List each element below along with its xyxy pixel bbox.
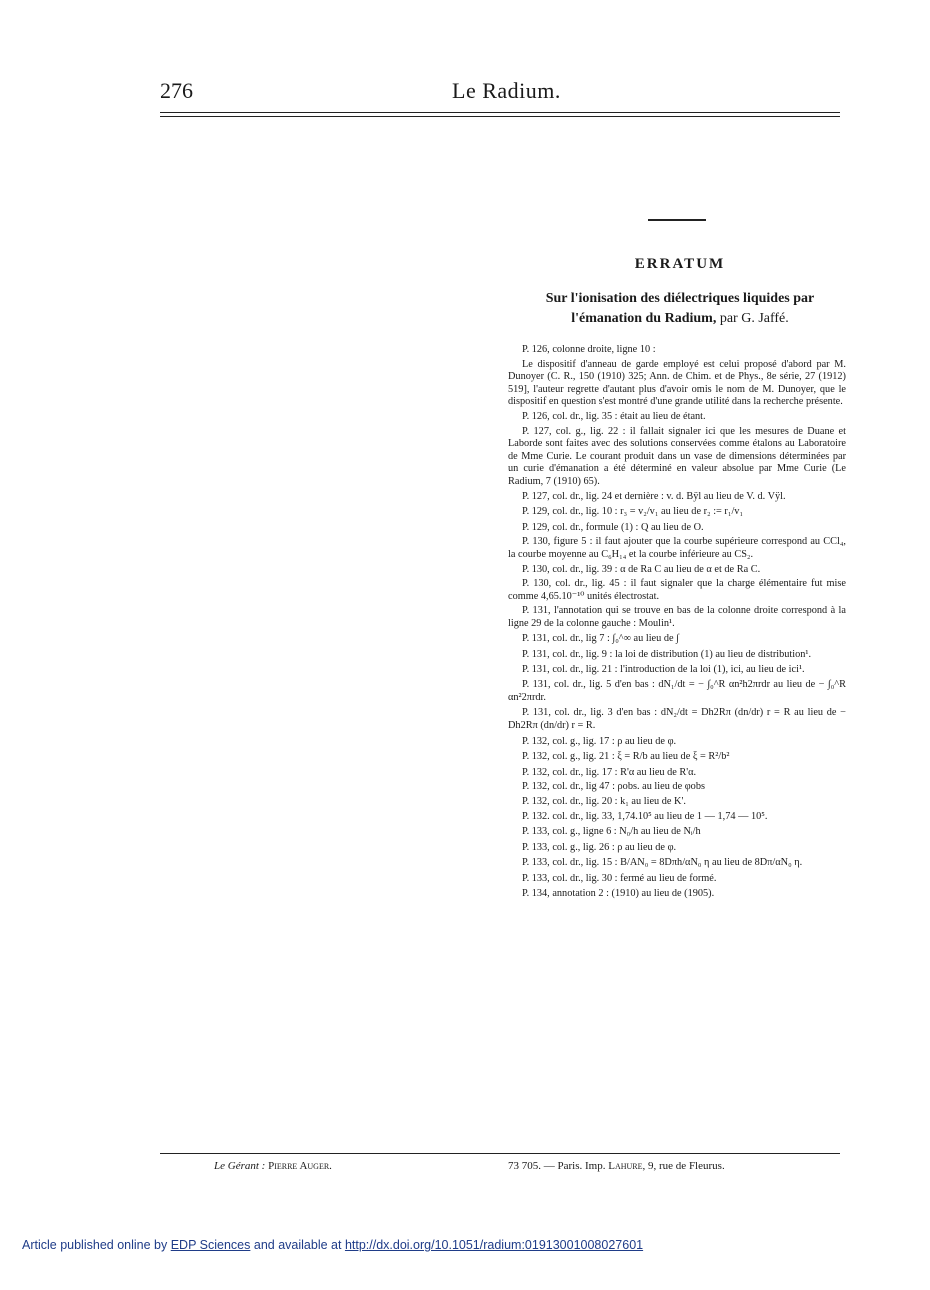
article-author: par G. Jaffé. bbox=[719, 311, 789, 326]
erratum-entry: P. 130, col. dr., lig. 45 : il faut signaler que la charge élémentaire fut mise comme 4,65.10⁻¹⁰ unités électrostat. bbox=[508, 578, 846, 602]
erratum-body bbox=[508, 344, 846, 902]
footer-gerant bbox=[214, 1160, 332, 1172]
footer-imprint-rest: , 9, rue de Fleurus. bbox=[642, 1160, 725, 1172]
page-number: 276 bbox=[160, 78, 193, 103]
erratum-entry: P. 126, col. dr., lig. 35 : était au lieu de étant. bbox=[522, 410, 706, 422]
erratum-entry: Le dispositif d'anneau de garde employé est celui proposé d'abord par M. Dunoyer (C. R., 150 (1910) 325; Ann. de Chim. et de Phys., 8e série, 27 (1912) 519], l'auteur regrette d'autant plus d'avoir omis le nom de M. Dunoyer, que le dispositif en question s'est montré d'une grande utilité dans la recherche présente. bbox=[508, 358, 846, 408]
footer-gerant-label: Le Gérant : bbox=[214, 1160, 266, 1172]
article-title-main: Sur l'ionisation des diélectriques liquides par l'émanation du Radium, bbox=[545, 291, 815, 326]
erratum-entry: P. 132, col. g., lig. 17 : ρ au lieu de φ. bbox=[522, 735, 677, 747]
section-divider bbox=[648, 219, 706, 221]
erratum-entry: P. 129, col. dr., formule (1) : Q au lieu de O. bbox=[522, 521, 704, 533]
running-title: Le Radium. bbox=[452, 78, 561, 103]
erratum-entry: P. 132, col. g., lig. 21 : ξ = R/b au lieu de ξ = R²/b² bbox=[522, 751, 730, 763]
erratum-entry: P. 133, col. dr., lig. 30 : fermé au lieu de formé. bbox=[522, 872, 717, 884]
erratum-entry: P. 133, col. dr., lig. 15 : B/AN₀ = 8Dπh/αN₀ η au lieu de 8Dπ/αN₀ η. bbox=[522, 857, 803, 869]
publisher-note-prefix: Article published online by bbox=[22, 1238, 168, 1252]
erratum-entry: P. 133, col. g., lig. 26 : ρ au lieu de φ. bbox=[522, 841, 677, 853]
footer-imprint-name: Lahure bbox=[608, 1160, 643, 1172]
erratum-entry: P. 127, col. dr., lig. 24 et dernière : v. d. Bÿl au lieu de V. d. Vÿl. bbox=[522, 490, 786, 502]
erratum-entry: P. 129, col. dr., lig. 10 : r₃ = v₂/v₁ au lieu de r₂ := r₁/v₁ bbox=[522, 506, 744, 518]
erratum-entry: P. 131, col. dr., lig 7 : ∫₀^∞ au lieu de ∫ bbox=[522, 633, 679, 645]
erratum-entry: P. 131, col. dr., lig. 3 d'en bas : dN₂/dt = Dh2Rπ (dn/dr) r = R au lieu de − Dh2Rπ (dn/dr) r = R. bbox=[508, 707, 846, 732]
erratum-entry: P. 130, figure 5 : il faut ajouter que la courbe supérieure correspond au CCl₄, la courbe moyenne au C₆H₁₄ et la courbe inférieure au CS₂. bbox=[508, 536, 846, 560]
publisher-note bbox=[22, 1238, 643, 1252]
article-title bbox=[510, 289, 850, 329]
header-rule-bottom bbox=[160, 116, 840, 117]
erratum-entry: P. 131, col. dr., lig. 5 d'en bas : dN₁/dt = − ∫₀^R αn²h2πrdr au lieu de − ∫₀^R αn²2πrdr. bbox=[508, 679, 846, 703]
publisher-note-middle: and available at bbox=[253, 1238, 342, 1252]
erratum-heading: ERRATUM bbox=[634, 256, 726, 272]
header-rule-top bbox=[160, 112, 840, 113]
doi-link[interactable]: http://dx.doi.org/10.1051/radium:01913001008027601 bbox=[344, 1238, 644, 1252]
erratum-entry: P. 132, col. dr., lig. 20 : k₁ au lieu de K'. bbox=[522, 796, 686, 807]
erratum-entry: P. 132. col. dr., lig. 33, 1,74.10⁵ au lieu de 1 — 1,74 — 10⁵. bbox=[522, 810, 768, 822]
footer-imprint bbox=[508, 1160, 725, 1172]
erratum-entry: P. 133, col. g., ligne 6 : N₀/h au lieu de Nᵢ/h bbox=[522, 826, 701, 838]
erratum-entry: P. 132, col. dr., lig. 17 : R'α au lieu de R'α. bbox=[522, 766, 697, 778]
erratum-entry: P. 130, col. dr., lig. 39 : α de Ra C au lieu de α et de Ra C. bbox=[522, 563, 761, 575]
erratum-entry: P. 127, col. g., lig. 22 : il fallait signaler ici que les mesures de Duane et Laborde sont faites avec des solutions conservées comme étalons au Laboratoire de Mme Curie. Le courant produit dans un vase de dimensions déterminées par un curie d'émanation a été déterminé en valeur absolue par Mme Curie (Le Radium, 7 (1910) 65). bbox=[508, 425, 846, 487]
publisher-link[interactable]: EDP Sciences bbox=[170, 1238, 251, 1252]
footer-imprint-number: 73 705. — Paris. Imp. bbox=[508, 1160, 606, 1172]
footer-gerant-name: Pierre Auger. bbox=[268, 1160, 332, 1172]
erratum-entry: P. 131, col. dr., lig. 21 : l'introduction de la loi (1), ici, au lieu de ici¹. bbox=[522, 663, 805, 675]
erratum-entry: P. 134, annotation 2 : (1910) au lieu de (1905). bbox=[522, 887, 715, 899]
footer-rule bbox=[160, 1153, 840, 1154]
erratum-entry: P. 131, l'annotation qui se trouve en bas de la colonne droite correspond à la ligne 29 de la colonne gauche : Moulin¹. bbox=[508, 605, 846, 629]
erratum-entry: P. 126, colonne droite, ligne 10 : bbox=[522, 344, 656, 355]
erratum-entry: P. 131, col. dr., lig. 9 : la loi de distribution (1) au lieu de distribution¹. bbox=[522, 649, 812, 661]
erratum-entry: P. 132, col. dr., lig 47 : ρobs. au lieu de φobs bbox=[522, 781, 705, 793]
